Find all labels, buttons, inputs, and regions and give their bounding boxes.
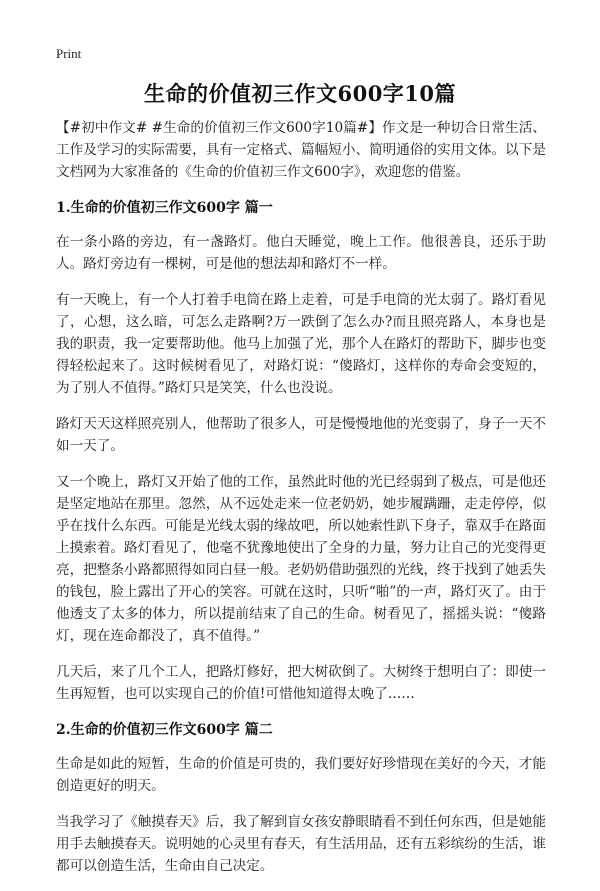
intro-paragraph: 【#初中作文# #生命的价值初三作文600字10篇#】作文是一种切合日常生活、工作及学习的实际需要，具有一定格式、篇幅短小、简明通俗的实用文体。以下是文档网为大家准备的《生命的价值初三作文600字》，欢迎您的借鉴。: [56, 120, 546, 180]
paragraph: 有一天晚上，有一个人打着手电筒在路上走着，可是手电筒的光太弱了。路灯看见了，心想，这么暗，可怎么走路啊?万一跌倒了怎么办?而且照亮路人，本身也是我的职责，我一定要帮助他。他马上加强了光，那个人在路灯的帮助下，脚步也变得轻松起来了。这时候树看见了，对路灯说：“傻路灯，这样你的寿命会变短的，为了别人不值得。”路灯只是笑笑，什么也没说。: [56, 292, 546, 396]
paragraph: 几天后，来了几个工人，把路灯修好，把大树砍倒了。大树终于想明白了：即使一生再短暂，也可以实现自己的价值!可惜他知道得太晚了……: [56, 664, 546, 702]
section-2-heading: 2.生命的价值初三作文600字 篇二: [56, 722, 273, 738]
paragraph: 当我学习了《触摸春天》后，我了解到盲女孩安静眼睛看不到任何东西，但是她能用手去触摸春天。说明她的心灵里有春天，有生活用品，还有五彩缤纷的生活，谁都可以创造生活，生命由自己决定。: [56, 814, 546, 874]
section-1: [56, 197, 546, 705]
paragraph: 在一条小路的旁边，有一盏路灯。他白天睡觉，晚上工作。他很善良，还乐于助人。路灯旁边有一棵树，可是他的想法却和路灯不一样。: [56, 234, 546, 272]
section-1-heading: 1.生命的价值初三作文600字 篇一: [56, 200, 273, 216]
print-label[interactable]: Print: [56, 46, 82, 61]
article-body: [56, 117, 546, 891]
page-title: 生命的价值初三作文600字10篇: [143, 81, 457, 106]
paragraph: 又一个晚上，路灯又开始了他的工作，虽然此时他的光已经弱到了极点，可是他还是坚定地站在那里。忽然，从不远处走来一位老奶奶，她步履蹒跚，走走停停，似乎在找什么东西。可能是光线太弱的缘故吧，所以她索性趴下身子，靠双手在路面上摸索着。路灯看见了，他毫不犹豫地使出了全身的力量，努力让自己的光变得更亮，把整条小路都照得如同白昼一般。老奶奶借助强烈的光线，终于找到了她丢失的钱包，脸上露出了开心的笑容。可就在这时，只听“啪”的一声，路灯灭了。由于他透支了太多的体力，所以提前结束了自己的生命。树看见了，摇摇头说：“傻路灯，现在连命都没了，真不值得。”: [56, 474, 546, 644]
section-2: [56, 719, 546, 877]
paragraph: 路灯天天这样照亮别人，他帮助了很多人，可是慢慢地他的光变弱了，身子一天不如一天了。: [56, 416, 546, 454]
paragraph: 生命是如此的短暂，生命的价值是可贵的，我们要好好珍惜现在美好的今天，才能创造更好的明天。: [56, 756, 546, 794]
